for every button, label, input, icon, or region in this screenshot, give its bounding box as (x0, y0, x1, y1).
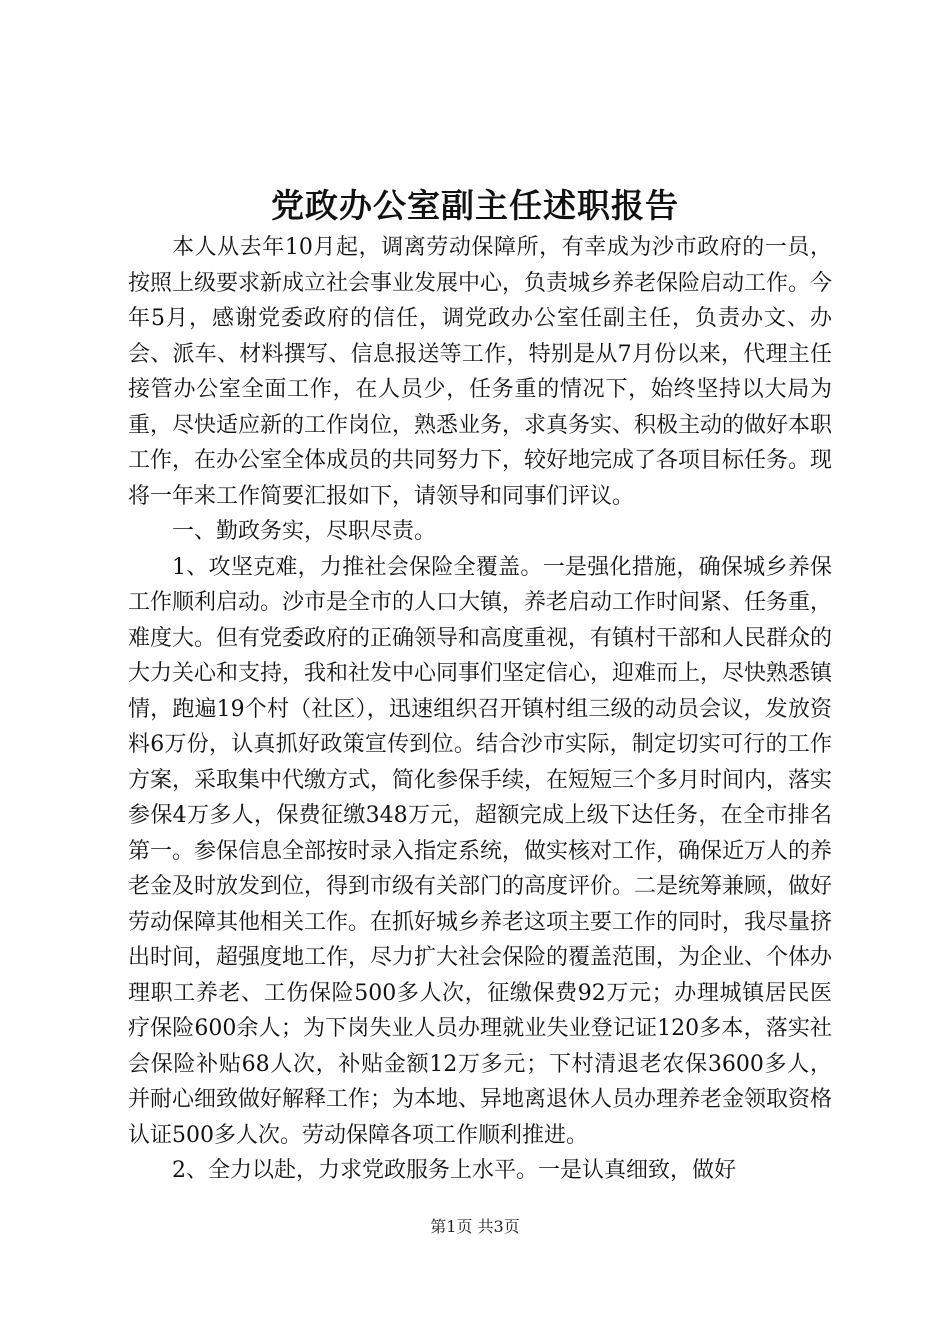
page-number-footer: 第1页 共3页 (430, 1217, 520, 1236)
paragraph-social-insurance: 1、攻坚克难，力推社会保险全覆盖。一是强化措施，确保城乡养保工作顺利启动。沙市是全市的人口大镇，养老启动工作时间紧、任务重，难度大。但有党委政府的正确领导和高度重视，有镇村干部和人民群众的大力关心和支持，我和社发中心同事们坚定信心，迎难而上，尽快熟悉镇情，跑遍19个村（社区），迅速组织召开镇村组三级的动员会议，发放资料6万份，认真抓好政策宣传到位。结合沙市实际，制定切实可行的工作方案，采取集中代缴方式，简化参保手续，在短短三个多月时间内，落实参保4万多人，保费征缴348万元，超额完成上级下达任务，在全市排名第一。参保信息全部按时录入指定系统，做实核对工作，确保近万人的养老金及时放发到位，得到市级有关部门的高度评价。二是统筹兼顾，做好劳动保障其他相关工作。在抓好城乡养老这项主要工作的同时，我尽量挤出时间，超强度地工作，尽力扩大社会保险的覆盖范围，为企业、个体办理职工养老、工伤保险500多人次，征缴保费92万元；办理城镇居民医疗保险600余人；为下岗失业人员办理就业失业登记证120多本，落实社会保险补贴68人次，补贴金额12万多元；下村清退老农保3600多人，并耐心细致做好解释工作；为本地、异地离退休人员办理养老金领取资格认证500多人次。劳动保障各项工作顺利推进。 (128, 554, 833, 1148)
document-title: 党政办公室副主任述职报告 (271, 186, 679, 225)
document-body (128, 230, 832, 1189)
paragraph-party-service: 2、全力以赴，力求党政服务上水平。一是认真细致，做好 (172, 1158, 736, 1183)
paragraph-intro: 本人从去年10月起，调离劳动保障所，有幸成为沙市政府的一员，按照上级要求新成立社会事业发展中心，负责城乡养老保险启动工作。今年5月，感谢党委政府的信任，调党政办公室任副主任，负责办文、办会、派车、材料撰写、信息报送等工作，特别是从7月份以来，代理主任接管办公室全面工作，在人员少，任务重的情况下，始终坚持以大局为重，尽快适应新的工作岗位，熟悉业务，求真务实、积极主动的做好本职工作，在办公室全体成员的共同努力下，较好地完成了各项目标任务。现将一年来工作简要汇报如下，请领导和同事们评议。 (128, 235, 833, 509)
section-heading: 一、勤政务实，尽职尽责。 (172, 519, 437, 544)
